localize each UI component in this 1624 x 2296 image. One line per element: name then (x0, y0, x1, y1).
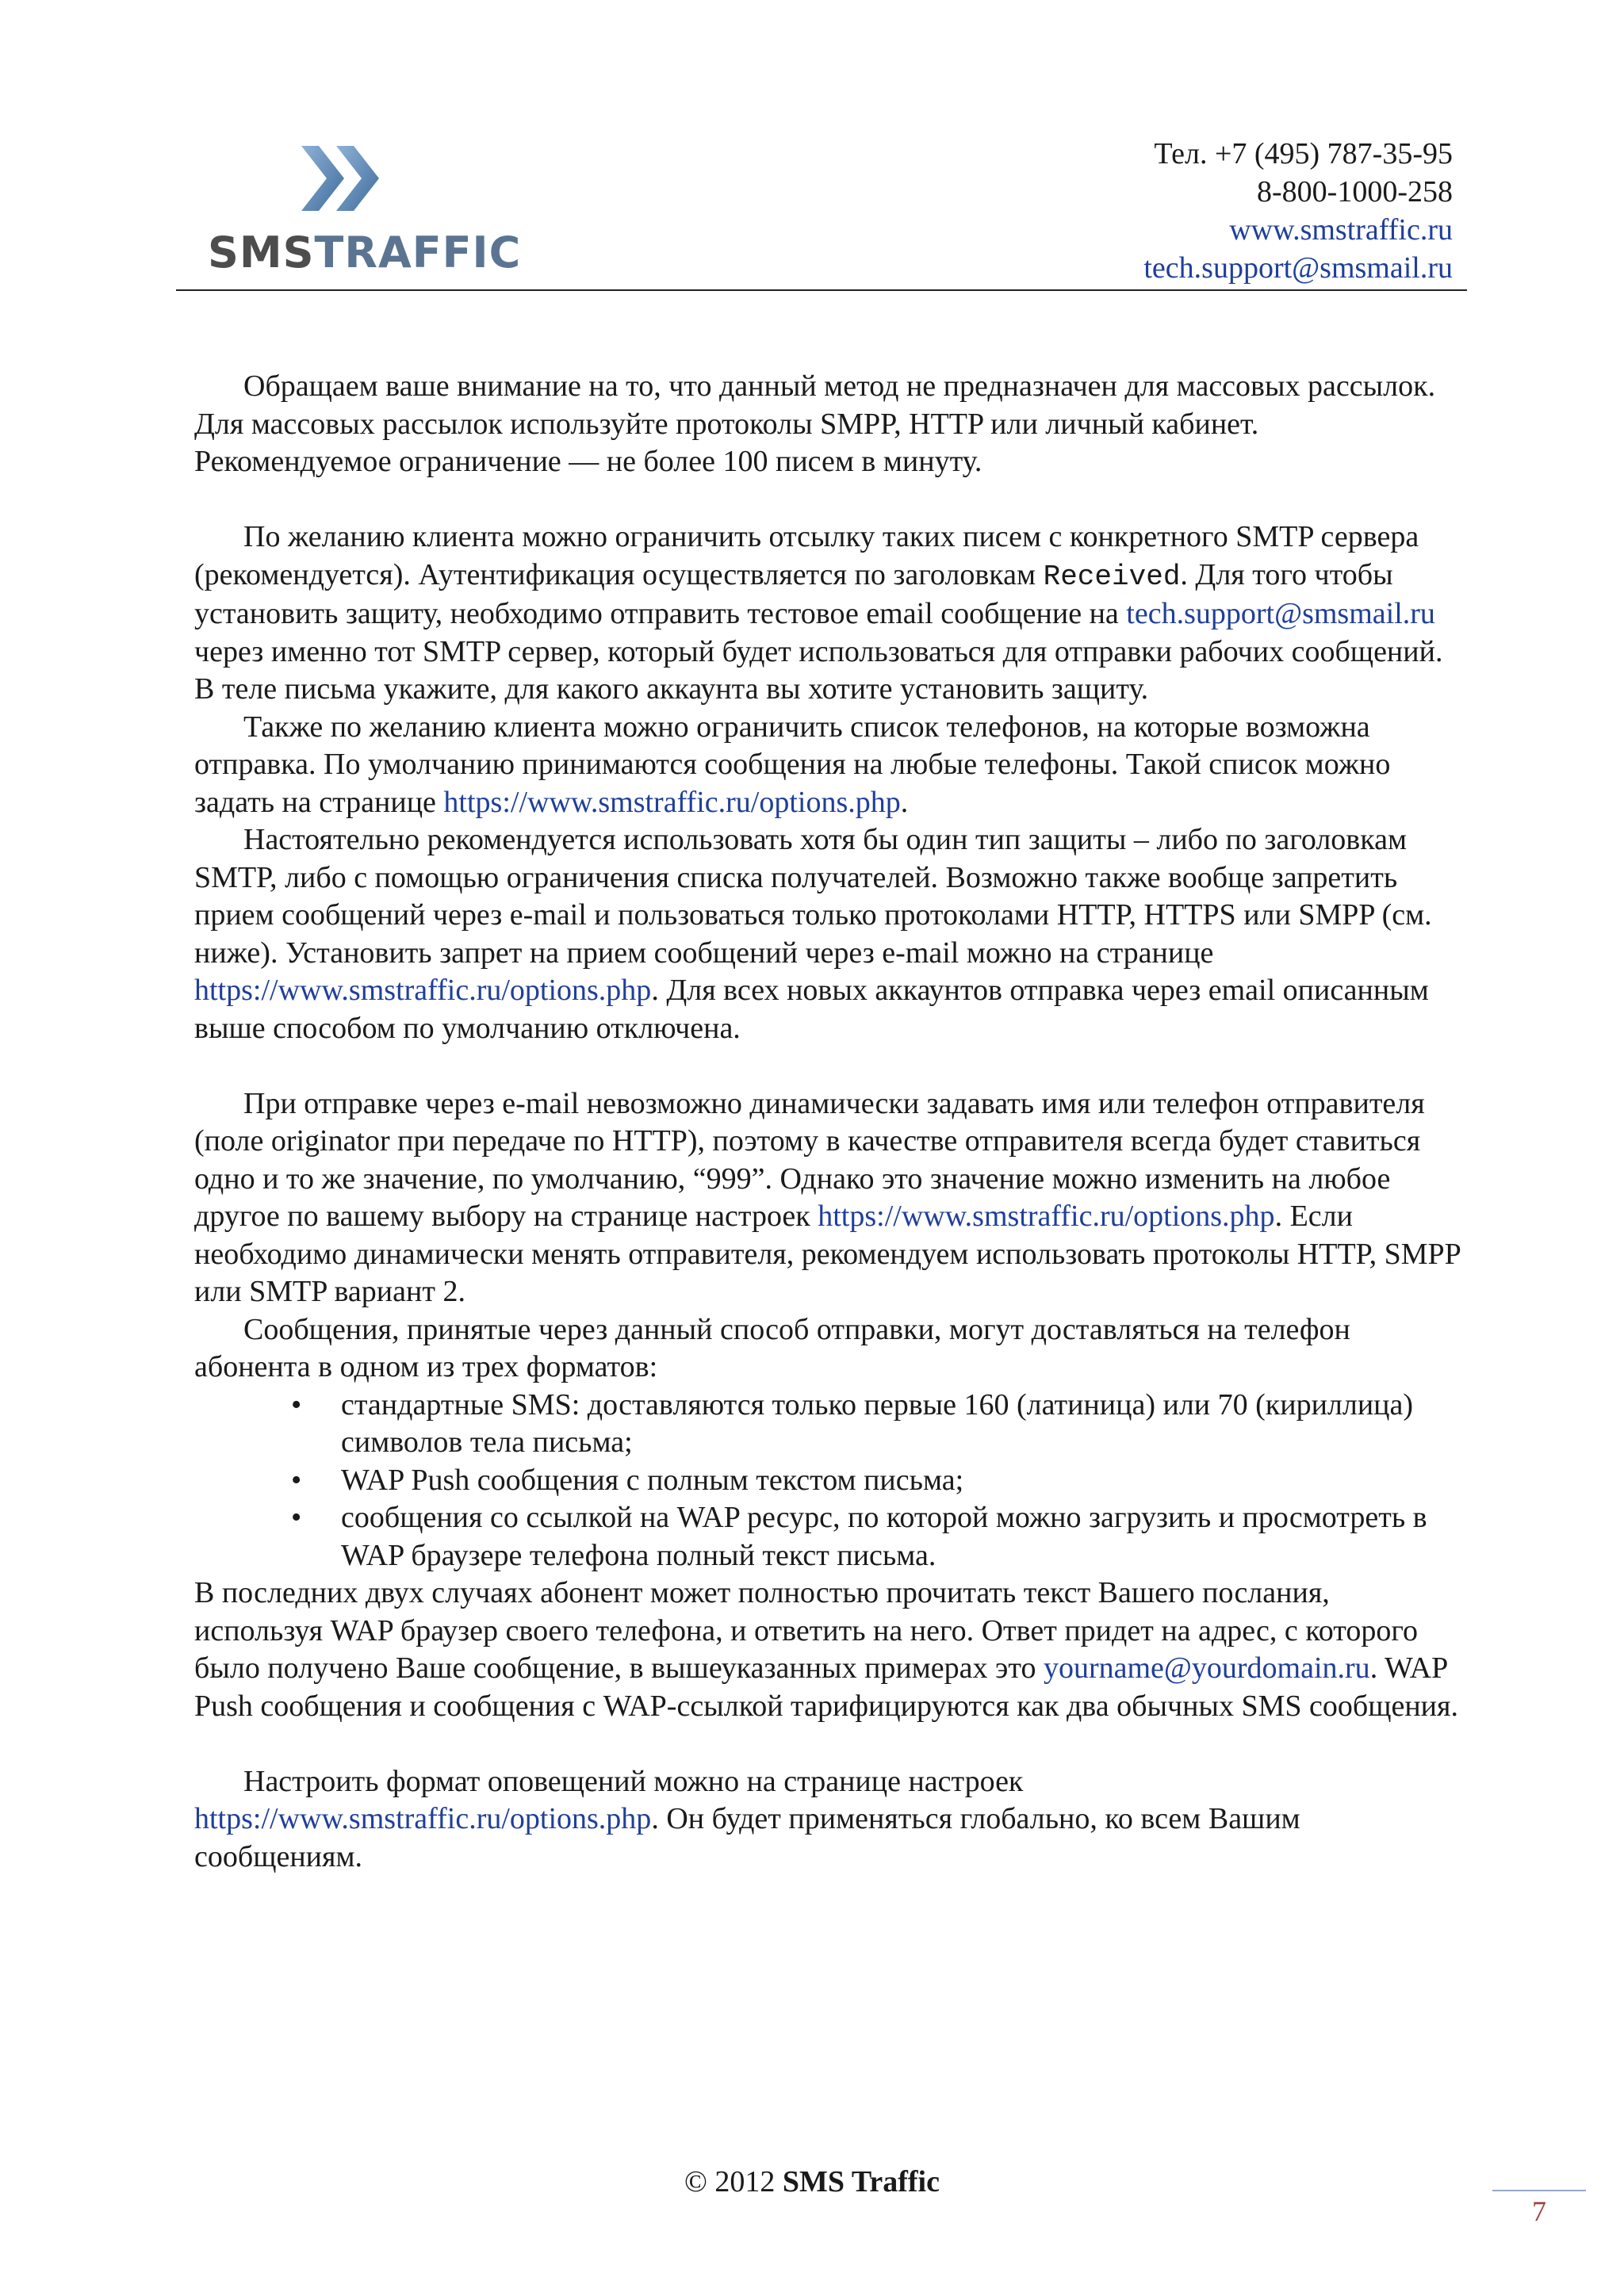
text: Также по желанию клиента можно ограничить список телефонов, на которые возможна отправка. По умолчанию принимаются сообщения на любые телефоны. Такой список можно задать на странице (194, 710, 1391, 819)
options-page-link[interactable]: https://www.smstraffic.ru/options.php (818, 1200, 1275, 1233)
text: В последних двух случаях абонент может полностью прочитать текст Вашего послания, используя WAP браузер своего телефона, и ответить на него. Ответ придет на адрес, с которого было получено Ваше сообщение, в вышеуказанных примерах это (194, 1576, 1419, 1685)
text: . Для того чтобы установить защиту, необходимо отправить тестовое email сообщение на (194, 557, 1393, 630)
phone-tollfree: 8-800-1000-258 (1257, 175, 1453, 209)
text: . Если необходимо динамически менять отправителя, рекомендуем использовать протоколы HTTP, SMPP или SMTP вариант 2. (194, 1200, 1461, 1308)
paragraph-mass-mailing-note: Обращаем ваше внимание на то, что данный метод не предназначен для массовых рассылок. Для массовых рассылок используйте протоколы SMPP, HTTP или личный кабинет. Рекомендуемое ограничение — не более 100 писем в минуту. (194, 369, 1436, 478)
phone-primary: Тел. +7 (495) 787-35-95 (1154, 137, 1453, 170)
bullet-icon: • (291, 1387, 302, 1422)
logo-traffic-text: TRAFFIC (314, 228, 522, 277)
text: . WAP Push сообщения и сообщения с WAP-ссылкой тарифицируются как два обычных SMS сообщения. (194, 1651, 1458, 1723)
list-item (194, 1462, 1463, 1500)
list-item-text: сообщения со ссылкой на WAP ресурс, по которой можно загрузить и просмотреть в WAP браузере телефона полный текст письма. (341, 1501, 1427, 1572)
text: Настоятельно рекомендуется использовать хотя бы один тип защиты – либо по заголовкам SMTP, либо с помощью ограничения списка получателей. Возможно также вообще запретить прием сообщений через e-mail и пользоваться только протоколами HTTP, HTTPS или SMPP (см. ниже). Установить запрет на прием сообщений через e-mail можно на странице (194, 823, 1432, 970)
paragraph-wap-reply (194, 1575, 1463, 1725)
text: При отправке через e-mail невозможно динамически задавать имя или телефон отправителя (поле originator при передаче по HTTP), поэтому в качестве отправителя всегда будет ставиться одно и то же значение, по умолчанию, “999”. Однако это значение можно изменить на любое другое по вашему выбору на странице настроек (194, 1086, 1425, 1233)
smstraffic-logo[interactable] (208, 146, 522, 281)
paragraph-smtp-restriction (194, 519, 1463, 709)
text: . (900, 785, 909, 819)
page-number-rule (1492, 2190, 1586, 2191)
support-email-link[interactable]: tech.support@smsmail.ru (1143, 251, 1453, 285)
bullet-icon: • (291, 1463, 302, 1497)
list-item-text: WAP Push сообщения с полным текстом письма; (341, 1463, 964, 1497)
text: . Для всех новых аккаунтов отправка через email описанным выше способом по умолчанию отключена. (194, 974, 1429, 1045)
options-page-link[interactable]: https://www.smstraffic.ru/options.php (194, 1802, 652, 1835)
text: . Он будет применяться глобально, ко всем Вашим сообщениям. (194, 1802, 1300, 1873)
received-header-code: Received (1043, 560, 1181, 593)
document-body (194, 368, 1463, 1876)
text: По желанию клиента можно ограничить отсылку таких писем с конкретного SMTP сервера (рекомендуется). Аутентификация осуществляется по заголовкам (194, 520, 1419, 591)
logo-sms-text: SMS (208, 228, 315, 277)
text: через именно тот SMTP сервер, который будет использоваться для отправки рабочих сообщений. В теле письма укажите, для какого аккаунта вы хотите установить защиту. (194, 634, 1443, 706)
website-link[interactable]: www.smstraffic.ru (1229, 213, 1453, 247)
paragraph-sender-originator (194, 1085, 1463, 1311)
list-item-text: стандартные SMS: доставляются только первые 160 (латиница) или 70 (кириллица) символов тела письма; (341, 1387, 1414, 1459)
paragraph-security-recommendation (194, 821, 1463, 1047)
bullet-icon: • (291, 1501, 302, 1534)
copyright-prefix: © 2012 (684, 2165, 783, 2198)
options-page-link[interactable]: https://www.smstraffic.ru/options.php (194, 974, 652, 1007)
footer-copyright (0, 2164, 1624, 2199)
example-email-link[interactable]: yourname@yourdomain.ru (1043, 1651, 1370, 1685)
text: Настроить формат оповещений можно на странице настроек (243, 1764, 1024, 1798)
paragraph-phone-list-restriction (194, 709, 1463, 822)
support-email-inline-link[interactable]: tech.support@smsmail.ru (1126, 597, 1435, 630)
paragraph-notification-format (194, 1763, 1463, 1877)
paragraph-delivery-formats: Сообщения, принятые через данный способ отправки, могут доставляться на телефон абонента в одном из трех форматов: (194, 1312, 1350, 1383)
logo-wordmark (208, 228, 522, 277)
copyright-brand: SMS Traffic (782, 2165, 940, 2198)
list-item (194, 1499, 1463, 1575)
contact-block (1143, 135, 1453, 287)
page-header (176, 127, 1467, 291)
options-page-link[interactable]: https://www.smstraffic.ru/options.php (443, 785, 901, 819)
list-item (194, 1387, 1463, 1462)
double-chevron-right-icon (301, 146, 389, 211)
delivery-format-list (194, 1387, 1463, 1575)
page-number: 7 (1532, 2195, 1546, 2227)
